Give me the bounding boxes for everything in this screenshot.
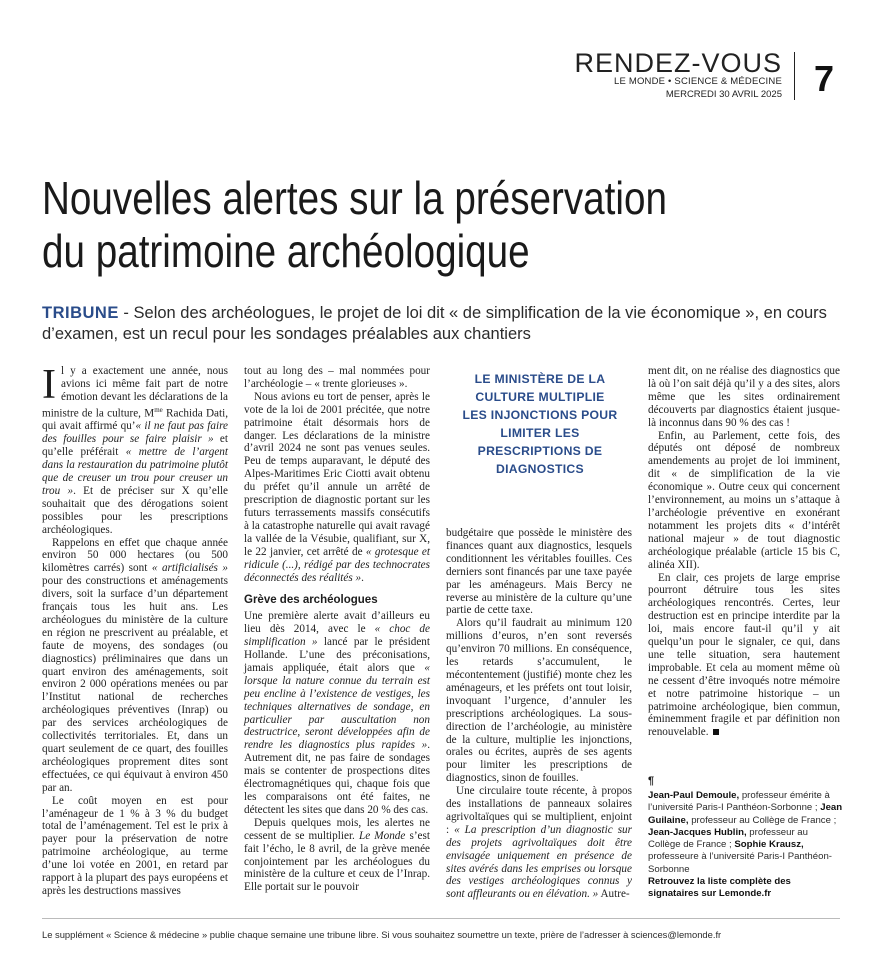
text: Une circulaire toute récente, à propos des installations de panneaux solaires agrivoltaïques qui se multiplient, enjoint : [446, 785, 632, 836]
footer-divider [42, 918, 840, 919]
footer-note: Le supplément « Science & médecine » publie chaque semaine une tribune libre. Si vous souhaitez soumettre un texte, prière de l’adresser à sciences@lemonde.fr [42, 929, 722, 940]
text: lancé par le président Hollande. L’une des préconisations, jamais appliquée, était alors que [244, 636, 431, 674]
paragraph [244, 817, 430, 894]
drop-cap: I [42, 362, 56, 408]
quote: « La prescription d’un diagnostic sur des projets agrivoltaïques doit être envisagée uniquement en présence de sites avérés dans les emprises ou lorsque des vestiges archéologiques connus y sont affleurants ou en élévation. » [446, 823, 633, 901]
signatory-role: professeure à l’université Paris-I Panthéon-Sorbonne [648, 851, 832, 875]
paragraph: Alors qu’il faudrait au minimum 120 millions d’euros, n’en sont reversés qu’environ 70 millions. En conséquence, les retards s’accumulent, le mécontentement (justifié) monte chez les aménageurs, et les préfets ont tout loisir, invoquant l’urgence, d’annuler les prescriptions archéologiques. La sous-direction de l’archéologie, au ministère de la culture, multiplie les injonctions, orales ou écrites, auprès de ses agents pour limiter les prescriptions de diagnostics, sinon de fouilles. [446, 617, 632, 785]
paragraph [42, 537, 228, 795]
subheading: Grève des archéologues [244, 594, 378, 607]
quote: « choc de simplification » [244, 623, 430, 649]
signatory-role: professeur au Collège de France ; [688, 814, 837, 826]
signatory-name: Sophie Krausz, [734, 839, 804, 851]
headline-line-2: du patrimoine archéologique [42, 225, 530, 277]
paragraph [446, 785, 632, 901]
folio-divider [794, 52, 795, 100]
publication-name: LE MONDE • SCIENCE & MÉDECINE [613, 76, 782, 87]
article-column-3 [446, 527, 632, 901]
standfirst [42, 303, 862, 345]
paragraph: Le coût moyen en est pour l’aménageur de 1 % à 3 % du budget total de l’aménagement. Tel est le prix à payer pour la préservation de notre patrimoine archéologique, au terme d’une loi votée en 2001, en retard par rapport à la plupart des pays européens et après les destructions massives [42, 794, 228, 897]
quote: « artificialisés » [151, 562, 228, 575]
text: . [361, 571, 364, 584]
text: et qu’elle préférait [42, 433, 228, 459]
issue-date: MERCREDI 30 AVRIL 2025 [665, 89, 782, 100]
signatory-role: professeur émérite à l’université Paris-I Panthéon-Sorbonne ; [648, 790, 830, 814]
text: Autre- [598, 888, 630, 901]
signatory-name: Jean-Jacques Hublin, [648, 826, 747, 838]
end-mark [713, 729, 719, 735]
paragraph: tout au long des – mal nommées pour l’archéologie – « trente glorieuses ». [244, 365, 430, 390]
quote: « mettre de l’argent dans la restauration du patrimoine plutôt que de creuser un trou pour creuser un trou » [42, 446, 228, 497]
article-column-1 [42, 362, 229, 898]
paragraph [244, 610, 430, 817]
text: . Autrement dit, ne pas faire de sondages mais se contenter de prospections dites électromagnétiques qui, chaque fois que les comparaisons ont été faites, ne détectent les sites que dans 20 % des cas. [244, 739, 430, 816]
article-column-4 [648, 365, 840, 739]
tribune-tag: TRIBUNE [42, 304, 119, 322]
text: l y a exactement une année, nous avions ici même fait part de notre émotion devant les déclarations de la ministre de la culture, M [42, 365, 228, 420]
text: s’est fait l’écho, le 8 avril, de la grève menée conjointement par les archéologues du ministère de la culture et ceux de l’Inrap. Elle portait sur le pouvoir [244, 829, 430, 894]
headline [42, 172, 731, 278]
signature-mark: ¶ [648, 775, 655, 787]
signatory-role: professeur au Collège de France ; [648, 826, 808, 851]
text: Nous avions eu tort de penser, après le vote de la loi de 2001 précitée, que notre patrimoine était désormais hors de danger. Les déclarations de la ministre d’avril 2024 ne sont pas venues seules. Peu de temps auparavant, le député des Alpes-Maritimes Eric Ciotti avait obtenu du préfet qu’il annule un arrêté de prescription de diagnostic portant sur les futurs terrassements massifs consécutifs à la catastrophe naturelle qui avait ravagé la vallée de la Vésubie, qualifiant, sur X, le 22 janvier, cet arrêté de [244, 390, 430, 558]
page-number: 7 [814, 58, 835, 99]
paragraph [648, 572, 840, 740]
quote: « il ne faut pas faire des fouilles pour se faire plaisir » [42, 420, 228, 446]
section-title: RENDEZ-VOUS [574, 48, 782, 78]
signatory-name: Jean-Paul Demoule, [648, 790, 740, 801]
text: En clair, ces projets de large emprise pourront détruire tous les sites archéologiques rencontrés. Certes, leur destruction est en principe interdite par la loi, mais encore faut-il qu’il y ait quelqu’un pour le signaler, ce qui, dans une telle situation, sera hautement improbable. Et cela au moment même où ne cessent d’être invoqués notre mémoire et notre patrimoine historique – un patrimoine archéologique, bien commun, éminemment fragile et par définition non renouvelable. [648, 571, 840, 739]
paragraph: budgétaire que possède le ministère des finances quant aux diagnostics, lesquels conditionnent les véritables fouilles. Ces derniers sont financés par une taxe payée par les aménageurs. Mais Bercy ne reverse au ministère de la culture qu’une partie de cette taxe. [446, 527, 632, 617]
paragraph [244, 391, 430, 585]
text: Rachida Dati, qui avait affirmé qu’ [42, 407, 228, 433]
text: Depuis quelques mois, les alertes ne cessent de se multiplier. [244, 816, 430, 842]
paragraph: ment dit, on ne réalise des diagnostics que là où l’on sait déjà qu’il y a des sites, alors même que les sites ordinairement découverts par diagnostics étaient jusque-là inconnus dans 90 % des cas ! [648, 365, 840, 429]
text: me [154, 405, 163, 414]
text: pour des constructions et aménagements divers, soit la surface d’un département français tous les huit ans. Les archéologues du ministère de la culture en région ne prescrivent au préalable, et faute de moyens, des sondages (ou diagnostics) préliminaires que dans un quart environ des aménagements, soit environ 2 000 opérations menées ou par l’Institut national de recherches archéologiques préventives (Inrap) ou par des services archéologiques de collectivités territoriales. Et, dans un quart seulement de ce quart, des fouilles archéologiques proprement dites sont effectuées, ce qui équivaut à environ 450 par an. [42, 575, 228, 794]
pull-quote: LE MINISTÈRE DE LA CULTURE MULTIPLIE LES INJONCTIONS POUR LIMITER LES PRESCRIPTIONS DE DIAGNOSTICS [462, 372, 618, 476]
quote: « grotesque et ridicule (...), rédigé par des technocrates déconnectés des réalités » [244, 545, 431, 584]
quote: « lorsque la nature connue du terrain est peu encline à l’existence de vestiges, les techniques alternatives de sondage, en particulier par auscultation non destructrice, seront développées afin de rendre les diagnostics plus rapides » [244, 661, 430, 752]
text: Une première alerte avait d’ailleurs eu lieu dès 2014, avec le [244, 610, 430, 636]
signatories-link[interactable]: Retrouvez la liste complète des signataires sur Lemonde.fr [648, 876, 791, 900]
text: . Et de préciser sur X qu’elle souhaitait que des dérogations soient possibles pour les prescriptions archéologiques. [42, 484, 229, 536]
paragraph [42, 362, 229, 537]
headline-line-1: Nouvelles alertes sur la préservation [42, 172, 667, 224]
signatories [648, 790, 843, 901]
text: Rappelons en effet que chaque année environ 50 000 hectares (ou 500 kilomètres carrés) sont [42, 536, 228, 575]
paragraph: Enfin, au Parlement, cette fois, des députés ont déposé de nombreux amendements au projet de loi imminent, dit « de simplification de la vie économique ». Outre ceux qui concernent l’environnement, au moins un s’attaque à l’archéologie préventive en exonérant notamment les projets dits « d’intérêt national majeur » de tout diagnostic archéologique préalable (article 15 bis C, alinéa XII). [648, 429, 840, 571]
article-column-2 [244, 365, 430, 894]
publication-reference: Le Monde [358, 829, 406, 842]
standfirst-text: - Selon des archéologues, le projet de loi dit « de simplification de la vie économique », en cours d’examen, est un recul pour les sondages préalables aux chantiers [42, 304, 827, 343]
signatory-name: Jean Guilaine, [648, 802, 843, 826]
